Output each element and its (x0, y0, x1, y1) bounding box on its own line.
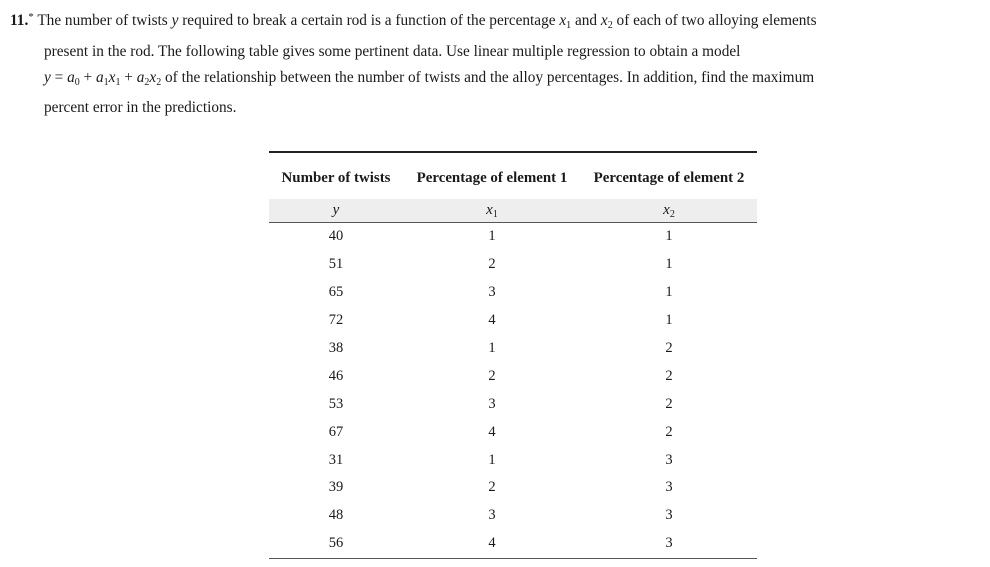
cell-x2: 1 (665, 312, 673, 329)
problem-text: The number of twists (33, 12, 172, 29)
subscript: 1 (566, 20, 572, 31)
cell-x1: 4 (488, 423, 496, 440)
symbol-y (269, 199, 403, 223)
subscript: 1 (492, 208, 498, 220)
cell-twists: 39 (328, 479, 344, 496)
problem-line-2: present in the rod. The following table gives some pertinent data. Use linear multiple regression to obtain a model (44, 42, 741, 60)
problem-text: of the relationship between the number of twists and the alloy percentages. In addition, find the maximum (161, 68, 815, 86)
cell-x1: 3 (488, 395, 496, 412)
cell-x1: 2 (488, 367, 496, 384)
variable-y: y (171, 12, 179, 29)
cell-x2: 1 (665, 256, 673, 273)
model-x1: x (108, 68, 116, 86)
variable-x2: x (600, 12, 608, 29)
problem-line-4: percent error in the predictions. (44, 99, 237, 117)
cell-twists: 65 (328, 284, 344, 301)
subscript: 2 (156, 76, 162, 88)
cell-x2: 3 (665, 451, 673, 468)
table-row (269, 502, 757, 530)
model-a1: a (96, 68, 104, 86)
cell-x1: 4 (488, 312, 496, 329)
cell-x2: 2 (665, 340, 673, 356)
cell-x1: 3 (488, 507, 496, 524)
cell-x2: 2 (665, 395, 673, 412)
cell-x2: 3 (581, 530, 757, 558)
subscript: 1 (103, 76, 109, 88)
table-row (269, 279, 757, 307)
cell-x1: 1 (488, 228, 496, 245)
problem-text: of each of two alloying elements (612, 12, 817, 29)
cell-x1: 1 (488, 451, 496, 468)
table-row (269, 418, 757, 446)
cell-twists: 48 (328, 507, 344, 524)
cell-x2: 2 (665, 367, 673, 384)
problem-line-1 (10, 5, 976, 39)
cell-x1: 2 (488, 479, 496, 496)
table-row (269, 390, 757, 418)
header-element-1: Percentage of element 1 (403, 152, 581, 199)
subscript: 2 (607, 20, 613, 31)
cell-twists: 51 (328, 256, 344, 273)
cell-twists: 67 (328, 423, 344, 440)
header-twists: Number of twists (269, 152, 403, 199)
table-row (269, 474, 757, 502)
table-row (269, 335, 757, 363)
cell-x2: 1 (665, 284, 673, 301)
model-a2: a (136, 68, 145, 86)
problem-number: 11. (10, 12, 29, 29)
table-row (269, 307, 757, 335)
table-symbol-row (269, 199, 757, 223)
cell-x1: 1 (488, 340, 496, 356)
table-row (269, 446, 757, 474)
table-row (269, 362, 757, 390)
problem-statement (10, 5, 976, 121)
cell-x2: 1 (665, 228, 673, 245)
cell-twists: 38 (328, 340, 344, 356)
cell-twists: 53 (328, 395, 344, 412)
cell-twists: 56 (269, 530, 403, 558)
cell-twists: 46 (328, 367, 344, 384)
symbol-y-text: y (332, 202, 340, 218)
subscript: 2 (669, 208, 675, 220)
table-row (269, 530, 757, 558)
plus-sign: + (120, 68, 137, 86)
symbol-x2 (581, 199, 757, 223)
table-row (269, 223, 757, 251)
cell-x2: 3 (665, 507, 673, 524)
model-y: y (44, 68, 51, 86)
model-x2: x (149, 68, 157, 86)
table-header-row (269, 152, 757, 199)
table-row (269, 251, 757, 279)
difficulty-marker: * (28, 11, 34, 23)
cell-x1: 3 (488, 284, 496, 301)
header-element-2: Percentage of element 2 (581, 152, 757, 199)
cell-twists: 40 (328, 228, 344, 245)
cell-x2: 3 (665, 479, 673, 496)
model-a0: a (67, 68, 75, 86)
subscript: 1 (115, 76, 121, 88)
data-table (269, 151, 757, 559)
symbol-x-text: x (663, 201, 670, 218)
subscript: 0 (74, 76, 80, 88)
problem-line-3 (10, 65, 976, 96)
problem-text: required to break a certain rod is a function of the percentage (178, 12, 560, 29)
cell-x1: 2 (488, 256, 496, 273)
cell-twists: 31 (328, 451, 344, 468)
variable-x1: x (559, 12, 567, 29)
cell-x1: 4 (403, 530, 581, 558)
symbol-x1 (403, 199, 581, 223)
symbol-x-text: x (486, 201, 493, 218)
subscript: 2 (144, 76, 150, 88)
problem-text: and (571, 12, 601, 29)
plus-sign: + (79, 68, 97, 86)
cell-twists: 72 (328, 312, 344, 329)
cell-x2: 2 (665, 423, 673, 440)
equals-sign: = (50, 68, 68, 86)
